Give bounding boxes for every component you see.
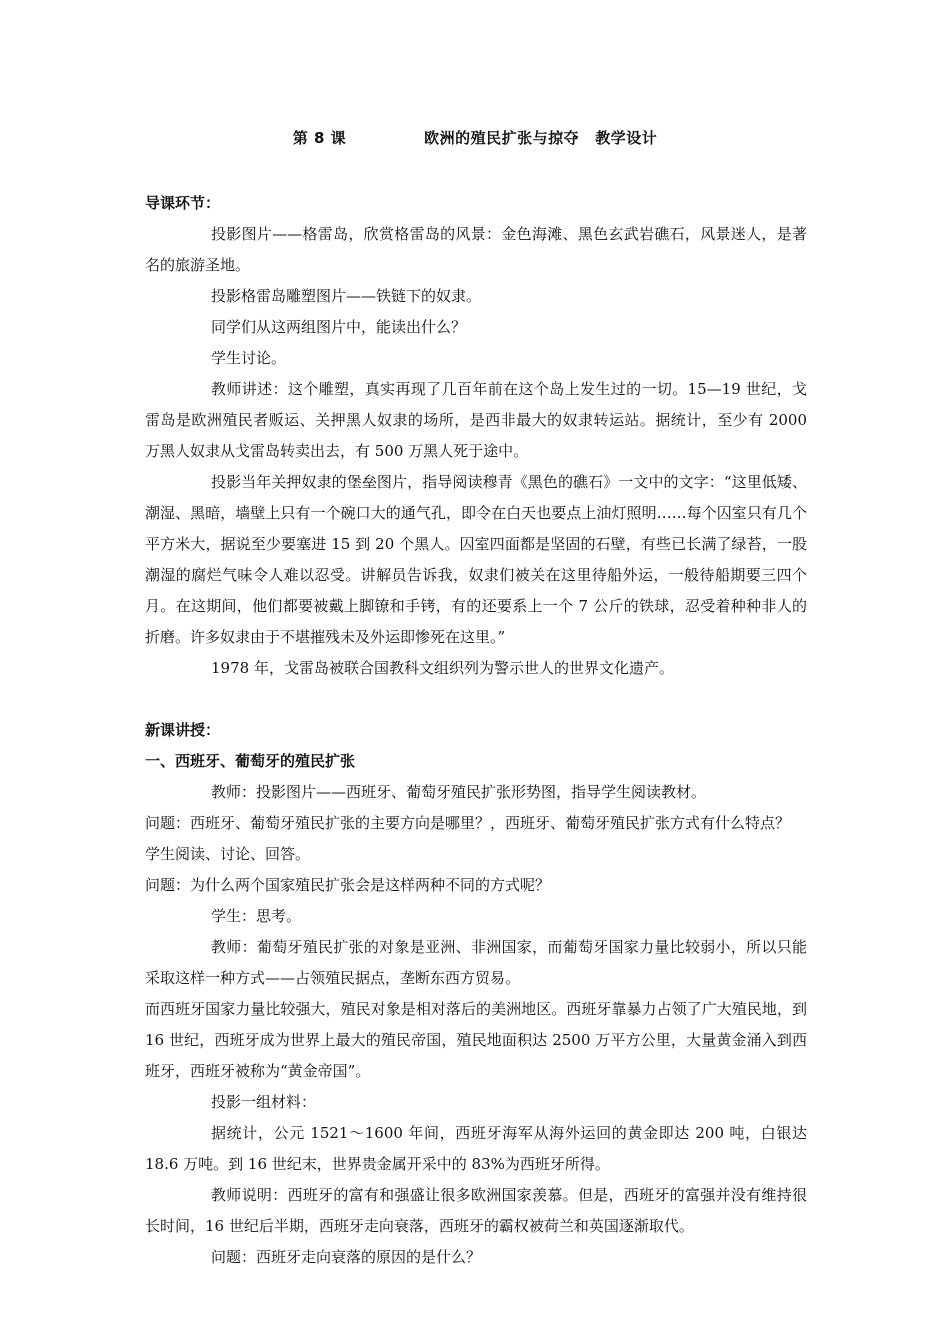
title-name: 欧洲的殖民扩张与掠夺 (424, 129, 580, 147)
paragraph: 投影图片——格雷岛，欣赏格雷岛的风景：金色海滩、黑色玄武岩礁石，风景迷人，是著名的旅游圣地。 (145, 225, 807, 274)
title-suffix: 教学设计 (595, 129, 658, 147)
intro-heading: 导课环节： (145, 194, 221, 212)
paragraph: 问题：西班牙走向衰落的原因的是什么？ (211, 1248, 482, 1266)
paragraph: 教师讲述：这个雕塑，真实再现了几百年前在这个岛上发生过的一切。15—19 世纪，戈雷岛是欧洲殖民者贩运、关押黑人奴隶的场所，是西非最大的奴隶转运站。据统计，至少有 2000 万黑人奴隶从戈雷岛转卖出去，有 500 万黑人死于途中。 (145, 380, 807, 460)
paragraph: 问题：西班牙、葡萄牙殖民扩张的主要方向是哪里？，西班牙、葡萄牙殖民扩张方式有什么特点？ (145, 814, 791, 832)
paragraph: 教师：投影图片——西班牙、葡萄牙殖民扩张形势图，指导学生阅读教材。 (211, 783, 707, 801)
paragraph: 教师：葡萄牙殖民扩张的对象是亚洲、非洲国家，而葡萄牙国家力量比较弱小，所以只能采取这样一种方式——占领殖民据点，垄断东西方贸易。 (145, 938, 807, 987)
document-body (145, 188, 807, 1273)
paragraph: 投影格雷岛雕塑图片——铁链下的奴隶。 (211, 287, 482, 305)
paragraph: 学生讨论。 (211, 349, 287, 367)
paragraph: 学生：思考。 (211, 907, 302, 925)
page-title (0, 127, 950, 148)
paragraph: 问题：为什么两个国家殖民扩张会是这样两种不同的方式呢？ (145, 876, 551, 894)
paragraph: 1978 年，戈雷岛被联合国教科文组织列为警示世人的世界文化遗产。 (211, 659, 674, 677)
title-lesson: 第 8 课 (292, 129, 347, 147)
paragraph: 教师说明：西班牙的富有和强盛让很多欧洲国家羡慕。但是，西班牙的富强并没有维持很长时间，16 世纪后半期，西班牙走向衰落，西班牙的霸权被荷兰和英国逐渐取代。 (145, 1186, 807, 1235)
paragraph: 而西班牙国家力量比较强大，殖民对象是相对落后的美洲地区。西班牙靠暴力占领了广大殖民地，到 16 世纪，西班牙成为世界上最大的殖民帝国，殖民地面积达 2500 万平方公里，大量黄金涌入到西班牙，西班牙被称为“黄金帝国”。 (145, 1000, 807, 1080)
paragraph: 同学们从这两组图片中，能读出什么？ (211, 318, 467, 336)
section-heading: 一、西班牙、葡萄牙的殖民扩张 (145, 752, 356, 770)
paragraph: 投影当年关押奴隶的堡垒图片，指导阅读穆青《黑色的礁石》一文中的文字：“这里低矮、潮湿、黑暗，墙壁上只有一个碗口大的通气孔，即令在白天也要点上油灯照明……每个囚室只有几个平方米大，据说至少要塞进 15 到 20 个黑人。囚室四面都是坚固的石壁，有些已长满了绿苔，一股潮湿的腐烂气味令人难以忍受。讲解员告诉我，奴隶们被关在这里待船外运，一般待船期要三四个月。在这期间，他们都要被戴上脚镣和手铐，有的还要系上一个 7 公斤的铁球，忍受着种种非人的折磨。许多奴隶由于不堪摧残未及外运即惨死在这里。” (145, 473, 807, 646)
paragraph: 学生阅读、讨论、回答。 (145, 845, 311, 863)
paragraph: 投影一组材料： (211, 1093, 317, 1111)
paragraph: 据统计，公元 1521～1600 年间，西班牙海军从海外运回的黄金即达 200 吨，白银达 18.6 万吨。到 16 世纪末，世界贵金属开采中的 83%为西班牙所得。 (145, 1124, 807, 1173)
newlesson-heading: 新课讲授： (145, 721, 221, 739)
